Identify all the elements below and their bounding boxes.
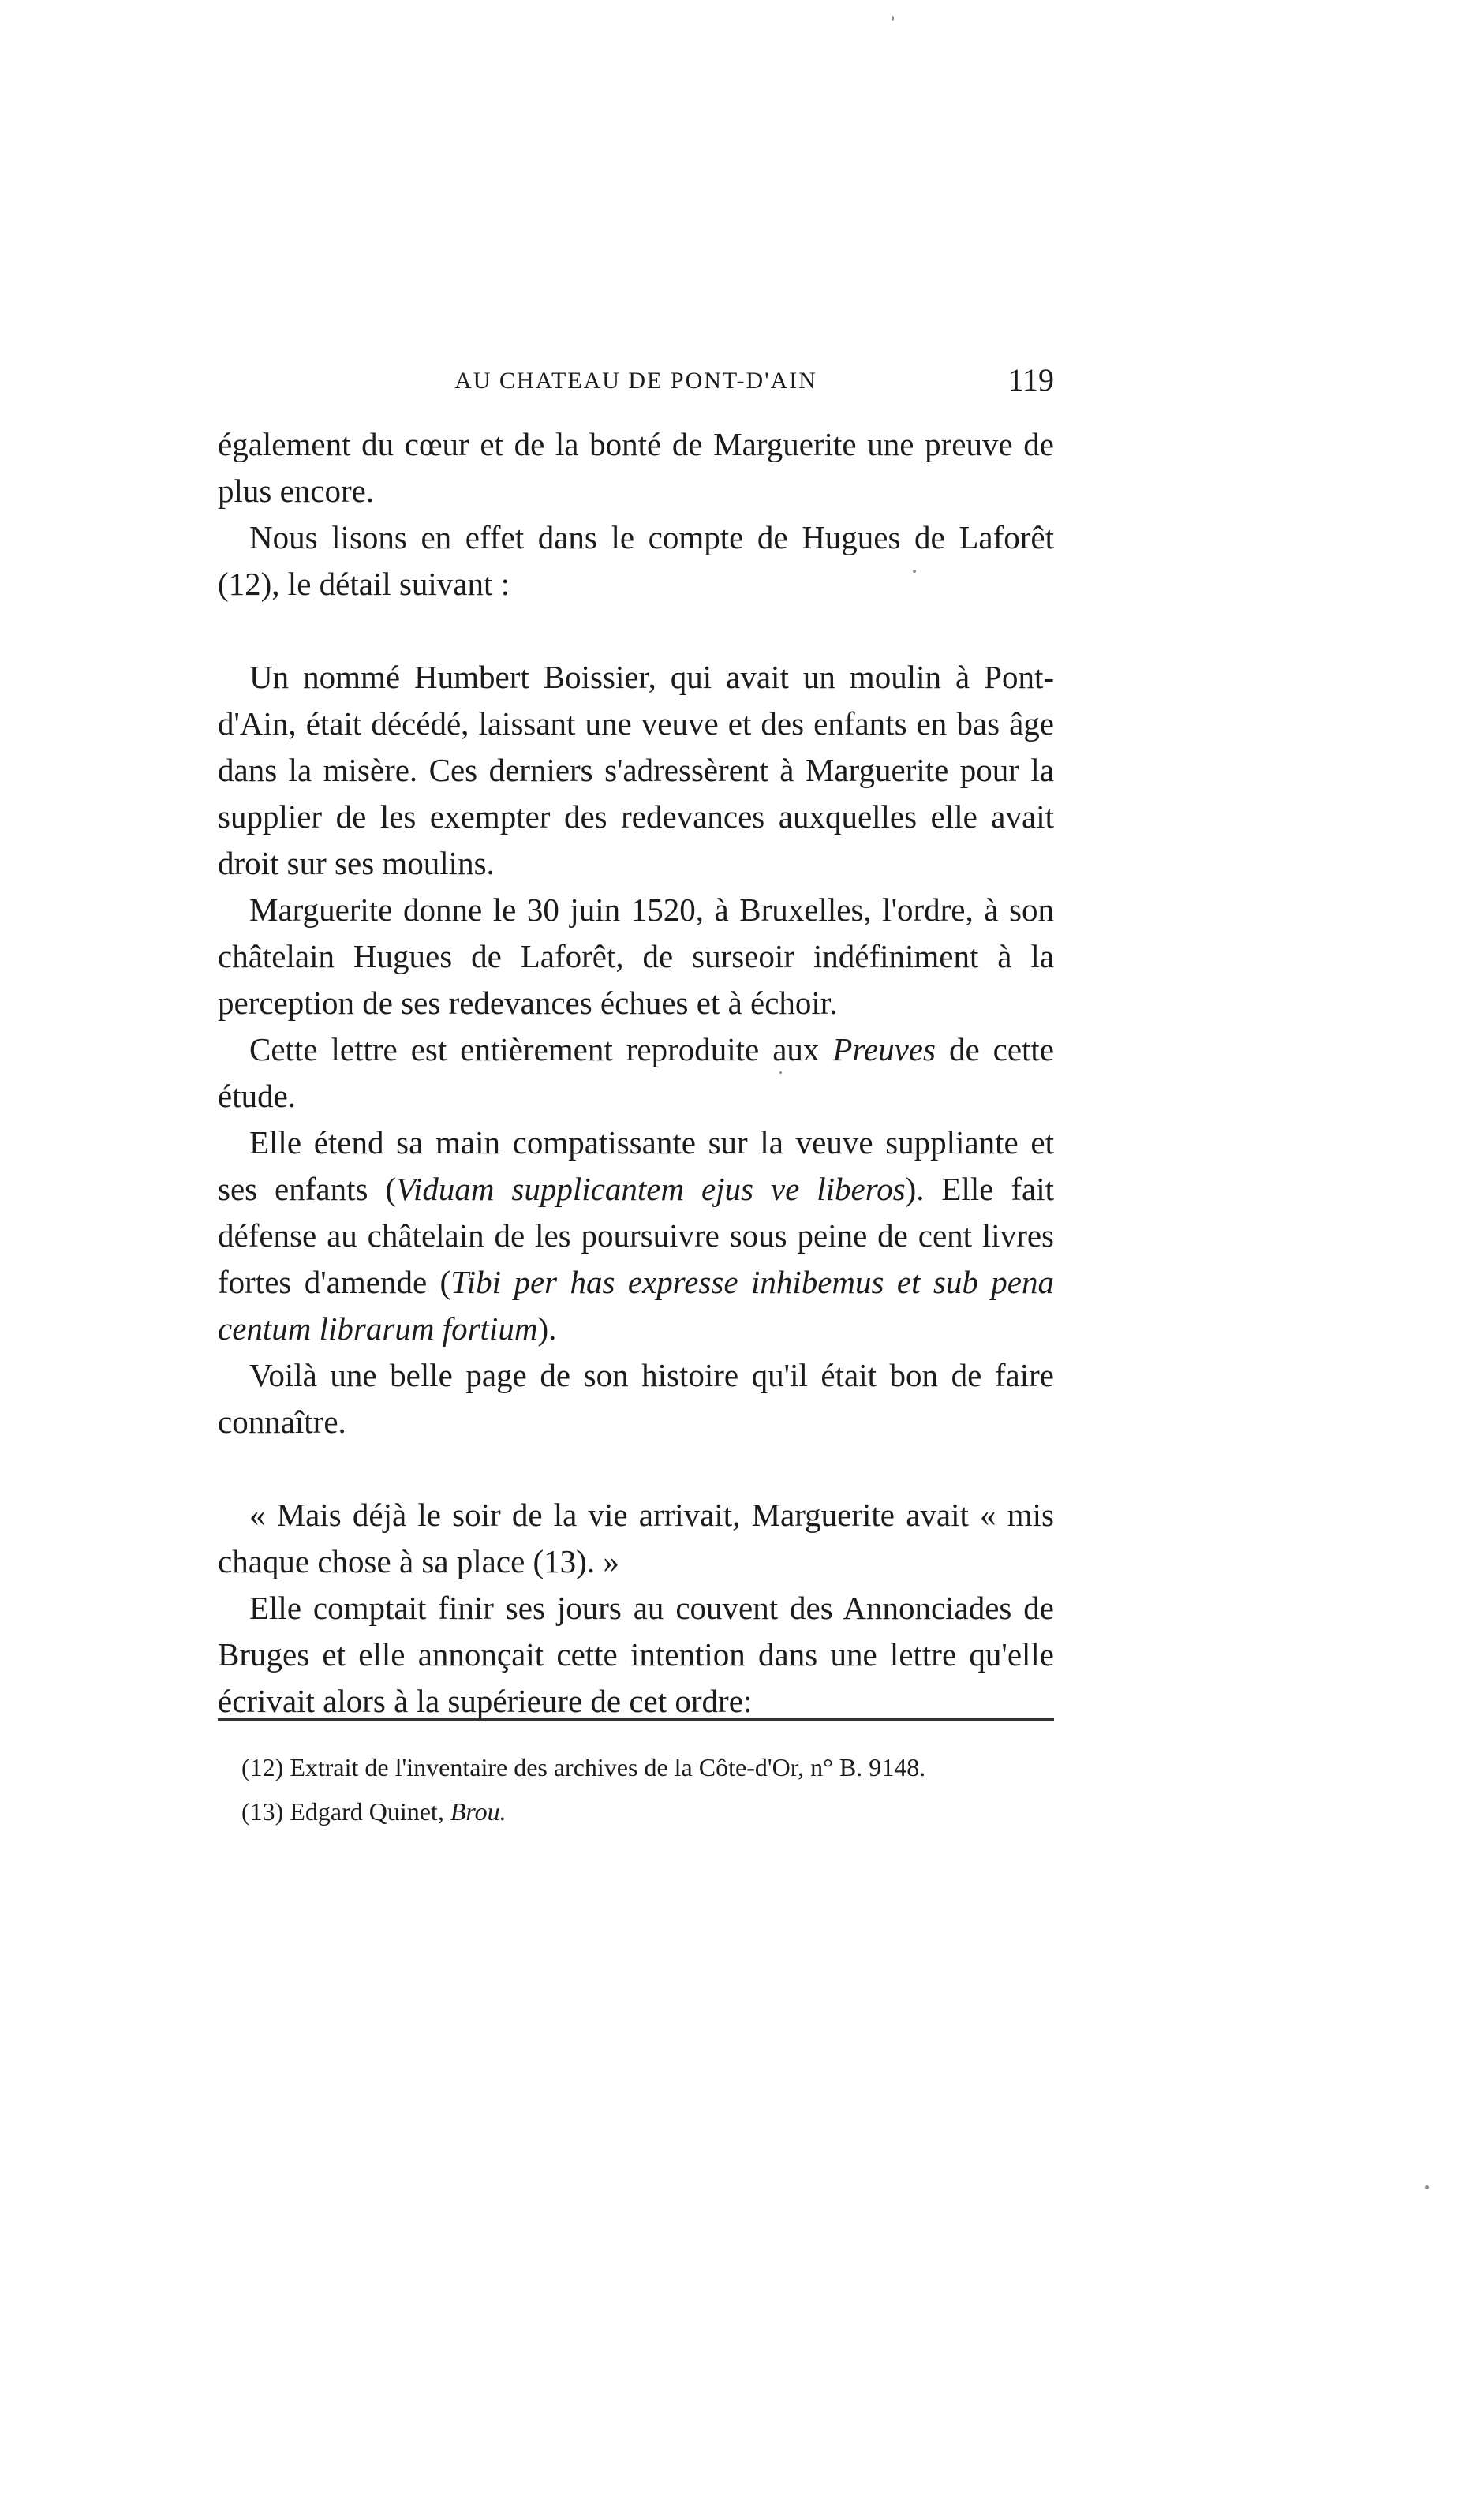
text-run: Elle étend sa main compatissante sur la veuve suppliante et ses enfants ( bbox=[218, 1124, 1054, 1207]
paper-speck bbox=[892, 16, 894, 21]
footnote-12 bbox=[218, 1745, 1054, 1789]
quotation-paragraph bbox=[218, 1492, 1054, 1585]
paragraph bbox=[218, 654, 1054, 887]
text-run: Nous lisons en effet dans le compte de Hugues de Laforêt (12), le détail suivant : bbox=[218, 519, 1054, 602]
paragraph bbox=[218, 1120, 1054, 1352]
footnote-13 bbox=[218, 1789, 1054, 1834]
paragraph bbox=[218, 1585, 1054, 1725]
text-run: (12) Extrait de l'inventaire des archives de la Côte-d'Or, n° B. 9148. bbox=[241, 1753, 926, 1781]
text-run: « Mais déjà le soir de la vie arrivait, Marguerite avait « mis chaque chose à sa place (13). » bbox=[218, 1497, 1054, 1579]
italic-text: Viduam supplicantem ejus ve liberos bbox=[396, 1171, 906, 1207]
italic-text: Brou. bbox=[450, 1797, 507, 1826]
italic-text: Tibi per has expresse inhibemus et sub pena centum librarum fortium bbox=[218, 1264, 1054, 1347]
footnote-rule bbox=[218, 1718, 1054, 1721]
text-run: (13) Edgard Quinet, bbox=[241, 1797, 450, 1826]
footnotes bbox=[218, 1745, 1054, 1834]
italic-text: Preuves bbox=[832, 1031, 936, 1067]
text-run: Un nommé Humbert Boissier, qui avait un moulin à Pont-d'Ain, était décédé, laissant une veuve et des enfants en bas âge dans la misère. Ces derniers s'adressèrent à Marguerite pour la supplier de les exempter des redevances auxquelles elle avait droit sur ses moulins. bbox=[218, 659, 1054, 881]
paragraph bbox=[218, 421, 1054, 514]
body-text bbox=[218, 421, 1054, 1725]
paragraph bbox=[218, 887, 1054, 1026]
paper-speck bbox=[1425, 2185, 1429, 2189]
text-run: Marguerite donne le 30 juin 1520, à Bruxelles, l'ordre, à son châtelain Hugues de Laforêt, de surseoir indéfiniment à la perception de ses redevances échues et à échoir. bbox=[218, 892, 1054, 1021]
text-run: de cette étude. bbox=[218, 1031, 1055, 1114]
paragraph bbox=[218, 514, 1054, 607]
paper-speck bbox=[913, 570, 916, 573]
paragraph bbox=[218, 1352, 1054, 1445]
paragraph bbox=[218, 1026, 1054, 1120]
text-run: également du cœur et de la bonté de Marguerite une preuve de plus encore. bbox=[218, 426, 1054, 509]
running-head bbox=[218, 361, 1054, 409]
text-run: ). bbox=[537, 1310, 557, 1347]
page-number: 119 bbox=[1007, 362, 1054, 398]
running-title: AU CHATEAU DE PONT-D'AIN bbox=[454, 368, 817, 394]
paper-speck bbox=[779, 1071, 782, 1074]
text-run: Voilà une belle page de son histoire qu'il était bon de faire connaître. bbox=[218, 1357, 1054, 1440]
text-run: ). Elle fait défense au châtelain de les poursuivre sous peine de cent livres fortes d'amende ( bbox=[218, 1171, 1054, 1300]
text-run: Cette lettre est entièrement reproduite aux bbox=[249, 1031, 833, 1067]
text-run: Elle comptait finir ses jours au couvent des Annonciades de Bruges et elle annonçait cette intention dans une lettre qu'elle écrivait alors à la supérieure de cet ordre: bbox=[218, 1590, 1054, 1719]
